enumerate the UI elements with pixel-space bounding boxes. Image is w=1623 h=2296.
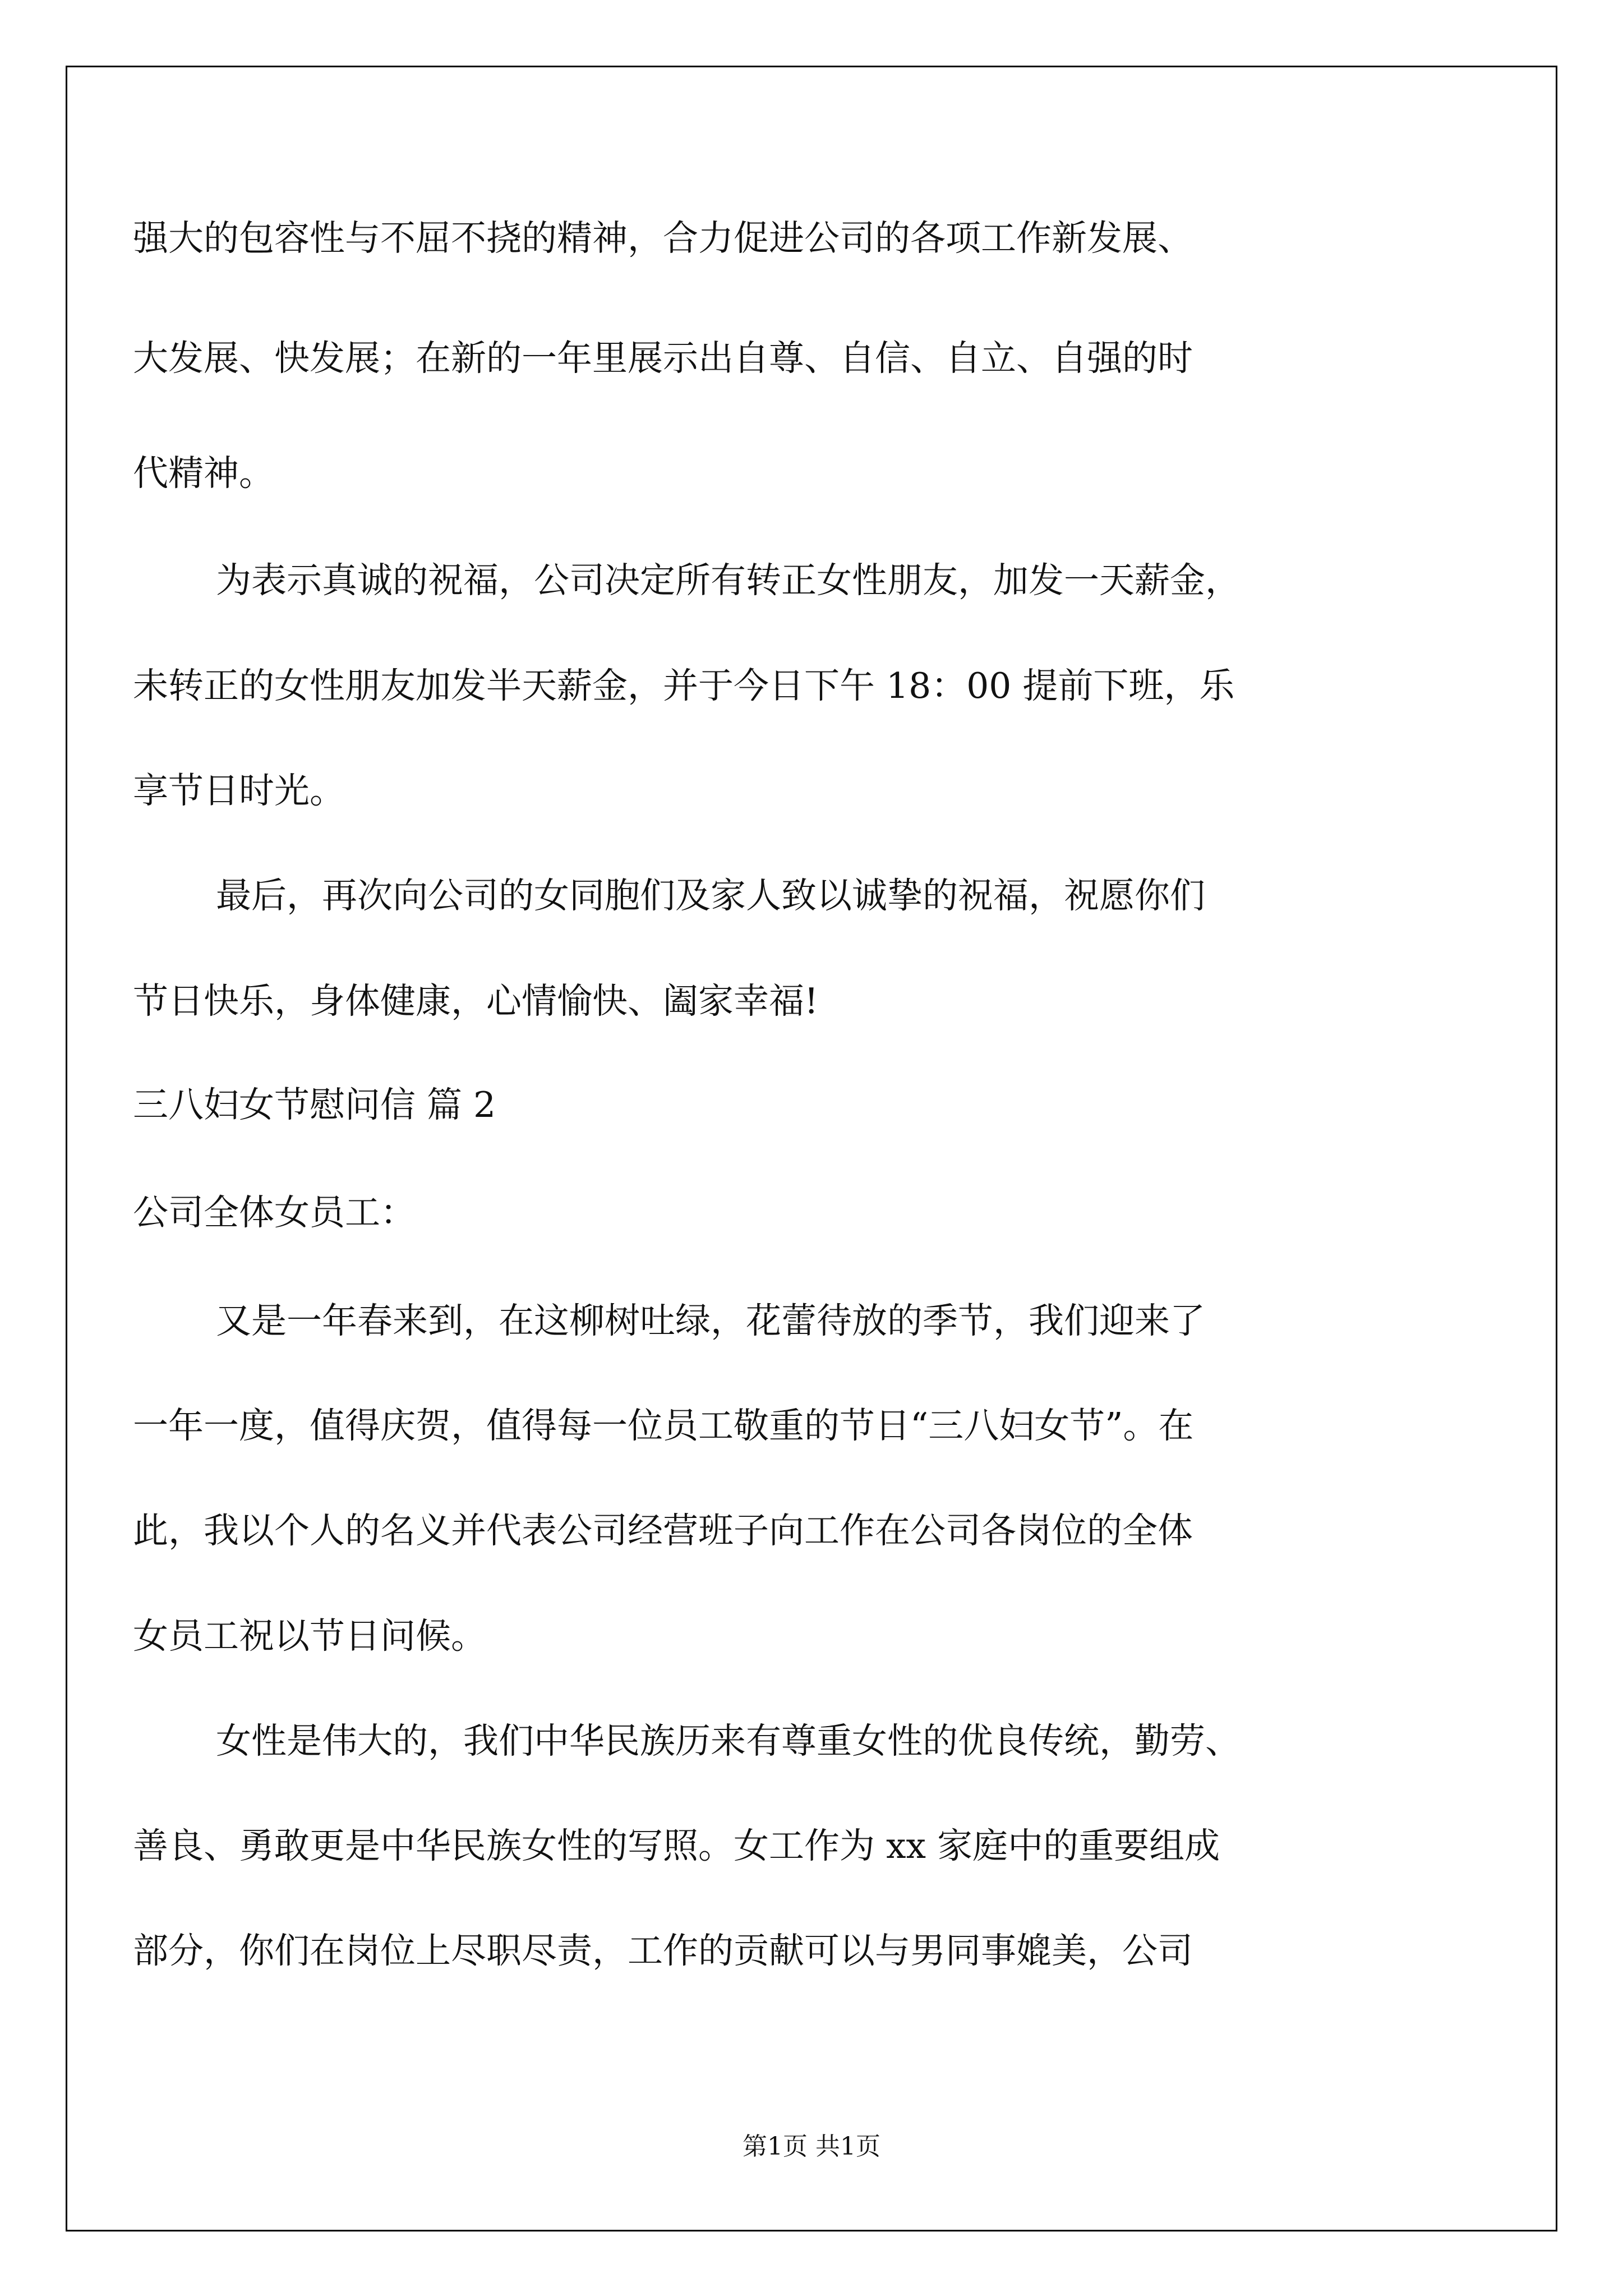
page-number-footer: 第1页 共1页 [743,2132,880,2161]
text-line: 享节日时光。 [133,770,345,811]
section-heading: 三八妇女节慰问信 篇 2 [133,1084,496,1125]
text-line: 善良、勇敢更是中华民族女性的写照。女工作为 xx 家庭中的重要组成 [133,1825,1220,1866]
text-line: 此，我以个人的名义并代表公司经营班子向工作在公司各岗位的全体 [133,1510,1193,1551]
text-line: 强大的包容性与不屈不挠的精神，合力促进公司的各项工作新发展、 [133,218,1193,259]
text-line: 部分，你们在岗位上尽职尽责，工作的贡献可以与男同事媲美，公司 [133,1930,1193,1971]
paragraph-line: 女性是伟大的，我们中华民族历来有尊重女性的优良传统，勤劳、 [216,1720,1241,1761]
paragraph-line: 为表示真诚的祝福，公司决定所有转正女性朋友，加发一天薪金， [216,560,1241,601]
text-line: 节日快乐，身体健康，心情愉快、阖家幸福! [133,981,819,1022]
text-line: 一年一度，值得庆贺，值得每一位员工敬重的节日“三八妇女节”。在 [133,1405,1194,1446]
page-border [66,66,1557,2231]
text-line: 大发展、快发展；在新的一年里展示出自尊、自信、自立、自强的时 [133,338,1193,379]
text-line: 女员工祝以节日问候。 [133,1616,486,1657]
paragraph-line: 最后，再次向公司的女同胞们及家人致以诚挚的祝福，祝愿你们 [216,875,1205,916]
text-line: 未转正的女性朋友加发半天薪金，并于今日下午 18：00 提前下班，乐 [133,665,1235,706]
salutation: 公司全体女员工： [133,1192,416,1233]
paragraph-line: 又是一年春来到，在这柳树吐绿，花蕾待放的季节，我们迎来了 [216,1300,1205,1341]
text-line: 代精神。 [133,453,274,494]
